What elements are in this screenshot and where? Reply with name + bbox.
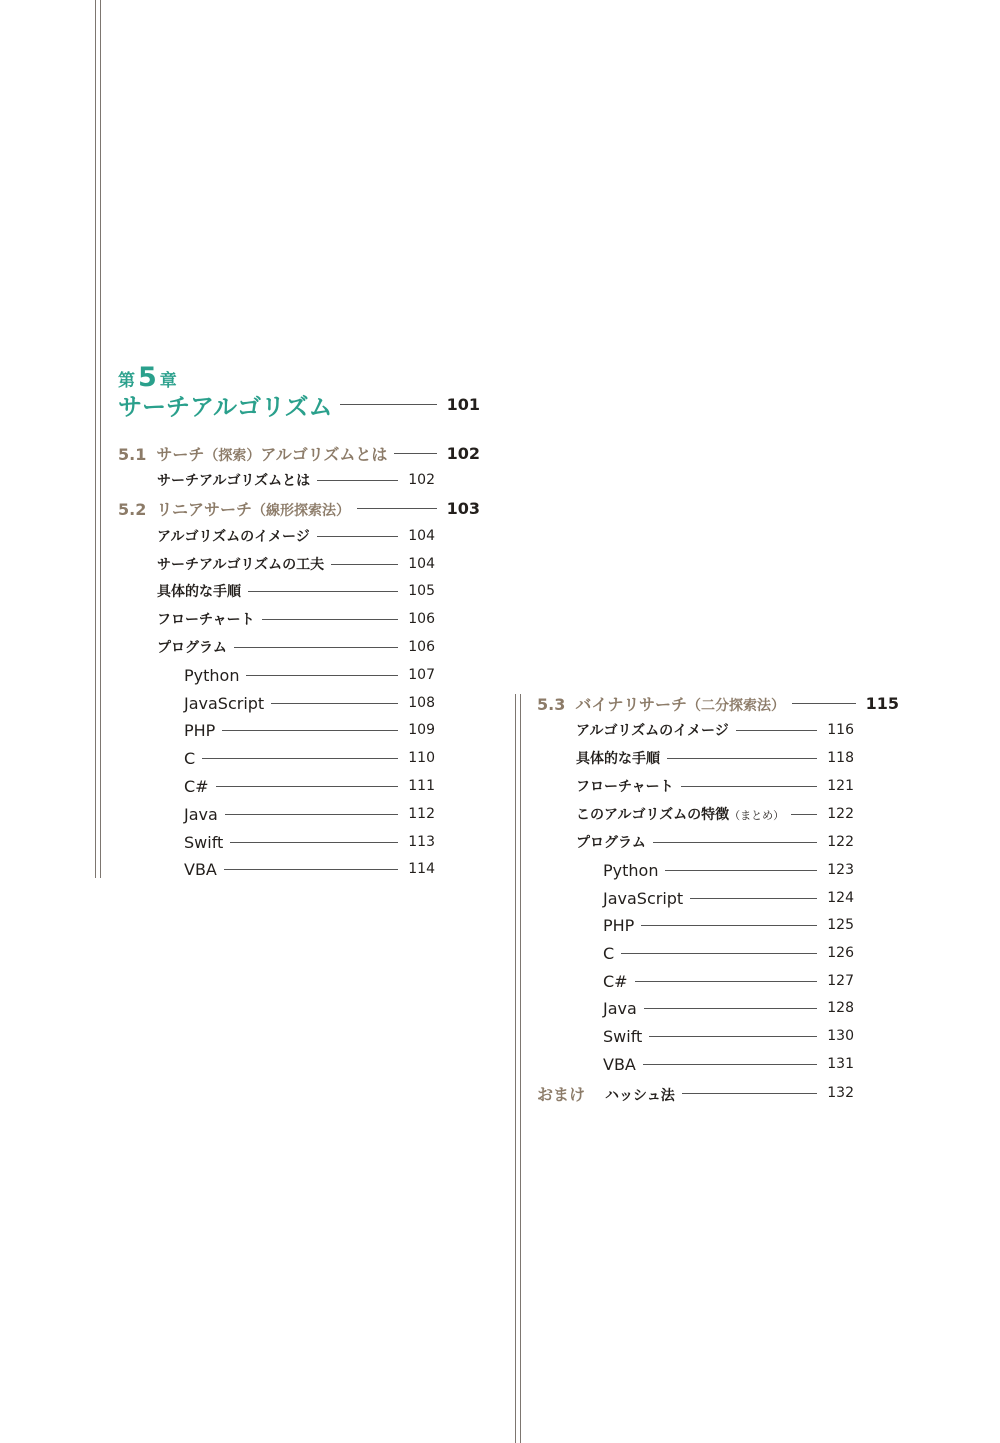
page-number: 132 xyxy=(827,1085,854,1101)
dot-leader xyxy=(340,404,437,405)
left-double-rule-b xyxy=(100,0,101,878)
dot-leader xyxy=(262,619,398,620)
page-number: 113 xyxy=(408,834,435,850)
right-double-rule-a xyxy=(515,694,516,1443)
toc-subitem-label: Swift xyxy=(603,1026,643,1046)
toc-item-label: アルゴリズムのイメージ xyxy=(157,529,310,545)
toc-item-label: このアルゴリズムの特徴 xyxy=(576,807,730,823)
dot-leader xyxy=(248,591,398,592)
dot-leader xyxy=(331,564,398,565)
toc-item-label: プログラム xyxy=(576,835,646,851)
section-number: 5.1 xyxy=(118,444,147,464)
dot-leader xyxy=(641,925,817,926)
dot-leader xyxy=(791,814,817,815)
toc-item[interactable] xyxy=(157,525,435,547)
toc-subitem[interactable] xyxy=(184,803,435,825)
page-number: 131 xyxy=(827,1056,854,1072)
toc-subitem-label: C# xyxy=(184,776,209,796)
page-number: 123 xyxy=(827,862,854,878)
toc-item-label: 具体的な手順 xyxy=(157,584,241,600)
dot-leader xyxy=(202,758,398,759)
dot-leader xyxy=(690,898,817,899)
dot-leader xyxy=(317,480,398,481)
toc-item[interactable] xyxy=(576,775,854,797)
toc-subitem[interactable] xyxy=(184,692,435,714)
page-number: 102 xyxy=(446,443,480,463)
bonus-label: おまけ xyxy=(537,1084,586,1104)
page-number: 111 xyxy=(408,778,435,794)
page-number: 104 xyxy=(408,528,435,544)
dot-leader xyxy=(317,536,398,537)
section-number: 5.2 xyxy=(118,499,147,519)
dot-leader xyxy=(216,786,398,787)
toc-subitem-label: Java xyxy=(184,804,218,824)
toc-chapter-title-row[interactable] xyxy=(118,391,480,421)
section-number: 5.3 xyxy=(537,694,566,714)
toc-subitem-label: C xyxy=(603,943,615,963)
page-number: 106 xyxy=(408,611,435,627)
right-double-rule-b xyxy=(520,694,521,1443)
toc-subitem-label: Python xyxy=(184,665,240,685)
toc-subitem-label: VBA xyxy=(184,859,217,879)
chapter-title: サーチアルゴリズム xyxy=(118,392,333,421)
toc-subitem-label: JavaScript xyxy=(184,693,265,713)
chapter-label-suffix: 章 xyxy=(159,371,177,391)
toc-item[interactable] xyxy=(157,469,435,491)
toc-item[interactable] xyxy=(576,747,854,769)
page-number: 124 xyxy=(827,890,854,906)
page-number: 126 xyxy=(827,945,854,961)
page-number: 121 xyxy=(827,778,854,794)
page-number: 103 xyxy=(446,498,480,518)
dot-leader xyxy=(736,730,817,731)
page-number: 110 xyxy=(408,750,435,766)
toc-subitem-label: PHP xyxy=(184,720,216,740)
toc-subitem[interactable] xyxy=(603,997,854,1019)
dot-leader xyxy=(643,1064,817,1065)
page-number: 122 xyxy=(827,806,854,822)
toc-subitem[interactable] xyxy=(184,719,435,741)
toc-bonus-hash[interactable] xyxy=(537,1082,854,1104)
page-number: 130 xyxy=(827,1028,854,1044)
dot-leader xyxy=(234,647,398,648)
toc-subitem[interactable] xyxy=(603,1053,854,1075)
toc-subitem[interactable] xyxy=(603,859,854,881)
dot-leader xyxy=(667,758,817,759)
page-number: 107 xyxy=(408,667,435,683)
dot-leader xyxy=(649,1036,817,1037)
toc-subitem-label: C# xyxy=(603,971,628,991)
toc-item-label: 具体的な手順 xyxy=(576,751,660,767)
toc-subitem[interactable] xyxy=(603,942,854,964)
toc-subitem[interactable] xyxy=(603,1025,854,1047)
toc-item-note: （まとめ） xyxy=(729,809,785,822)
dot-leader xyxy=(357,508,437,509)
dot-leader xyxy=(230,842,398,843)
toc-subitem-label: Python xyxy=(603,860,659,880)
toc-item-label: プログラム xyxy=(157,640,227,656)
page-number: 109 xyxy=(408,722,435,738)
toc-subitem[interactable] xyxy=(184,664,435,686)
dot-leader xyxy=(394,453,437,454)
toc-item[interactable] xyxy=(157,580,435,602)
toc-subitem-label: Swift xyxy=(184,832,224,852)
toc-section-5-3[interactable] xyxy=(537,692,899,714)
section-title: リニアサーチ（線形探索法） xyxy=(156,499,351,519)
toc-subitem[interactable] xyxy=(184,747,435,769)
dot-leader xyxy=(681,786,817,787)
toc-subitem[interactable] xyxy=(603,887,854,909)
section-title: サーチ（探索）アルゴリズムとは xyxy=(156,444,388,464)
dot-leader xyxy=(665,870,817,871)
page-number: 125 xyxy=(827,917,854,933)
left-double-rule-a xyxy=(95,0,96,878)
toc-section-5-2[interactable] xyxy=(118,497,480,519)
toc-subitem[interactable] xyxy=(603,914,854,936)
toc-item[interactable] xyxy=(157,636,435,658)
page-number: 128 xyxy=(827,1000,854,1016)
page-number: 105 xyxy=(408,583,435,599)
toc-item-label: アルゴリズムのイメージ xyxy=(576,723,729,739)
page-number: 116 xyxy=(827,722,854,738)
toc-item[interactable] xyxy=(157,553,435,575)
dot-leader xyxy=(653,842,817,843)
dot-leader xyxy=(224,869,398,870)
dot-leader xyxy=(222,730,398,731)
dot-leader xyxy=(246,675,398,676)
page-number: 122 xyxy=(827,834,854,850)
toc-item-label: フローチャート xyxy=(576,779,674,795)
toc-item-label: サーチアルゴリズムの工夫 xyxy=(157,557,325,573)
section-title: バイナリサーチ（二分探索法） xyxy=(575,694,786,714)
page-number: 108 xyxy=(408,695,435,711)
toc-subitem[interactable] xyxy=(184,775,435,797)
toc-item-label: サーチアルゴリズムとは xyxy=(157,473,311,489)
dot-leader xyxy=(225,814,398,815)
toc-item-label: ハッシュ法 xyxy=(605,1087,675,1104)
page-number: 114 xyxy=(408,861,435,877)
dot-leader xyxy=(682,1093,817,1094)
toc-subitem-label: C xyxy=(184,748,196,768)
dot-leader xyxy=(621,953,817,954)
toc-item[interactable] xyxy=(576,803,854,825)
dot-leader xyxy=(271,703,398,704)
chapter-number: 5 xyxy=(138,362,157,393)
toc-item[interactable] xyxy=(576,719,854,741)
page-number: 104 xyxy=(408,556,435,572)
page-number: 101 xyxy=(446,394,480,414)
toc-subitem[interactable] xyxy=(603,970,854,992)
toc-subitem-label: Java xyxy=(603,998,637,1018)
toc-item[interactable] xyxy=(157,608,435,630)
page-number: 127 xyxy=(827,973,854,989)
toc-section-5-1[interactable] xyxy=(118,442,480,464)
toc-subitem[interactable] xyxy=(184,858,435,880)
page-number: 112 xyxy=(408,806,435,822)
toc-subitem-label: VBA xyxy=(603,1054,636,1074)
dot-leader xyxy=(644,1008,817,1009)
chapter-label-prefix: 第 xyxy=(118,371,135,391)
page-number: 115 xyxy=(865,693,899,713)
toc-subitem-label: PHP xyxy=(603,915,635,935)
toc-subitem[interactable] xyxy=(184,831,435,853)
page-number: 118 xyxy=(827,750,854,766)
toc-item-label: フローチャート xyxy=(157,612,255,628)
dot-leader xyxy=(792,703,856,704)
dot-leader xyxy=(635,981,817,982)
page-number: 106 xyxy=(408,639,435,655)
toc-subitem-label: JavaScript xyxy=(603,888,684,908)
page-number: 102 xyxy=(408,472,435,488)
toc-item[interactable] xyxy=(576,831,854,853)
